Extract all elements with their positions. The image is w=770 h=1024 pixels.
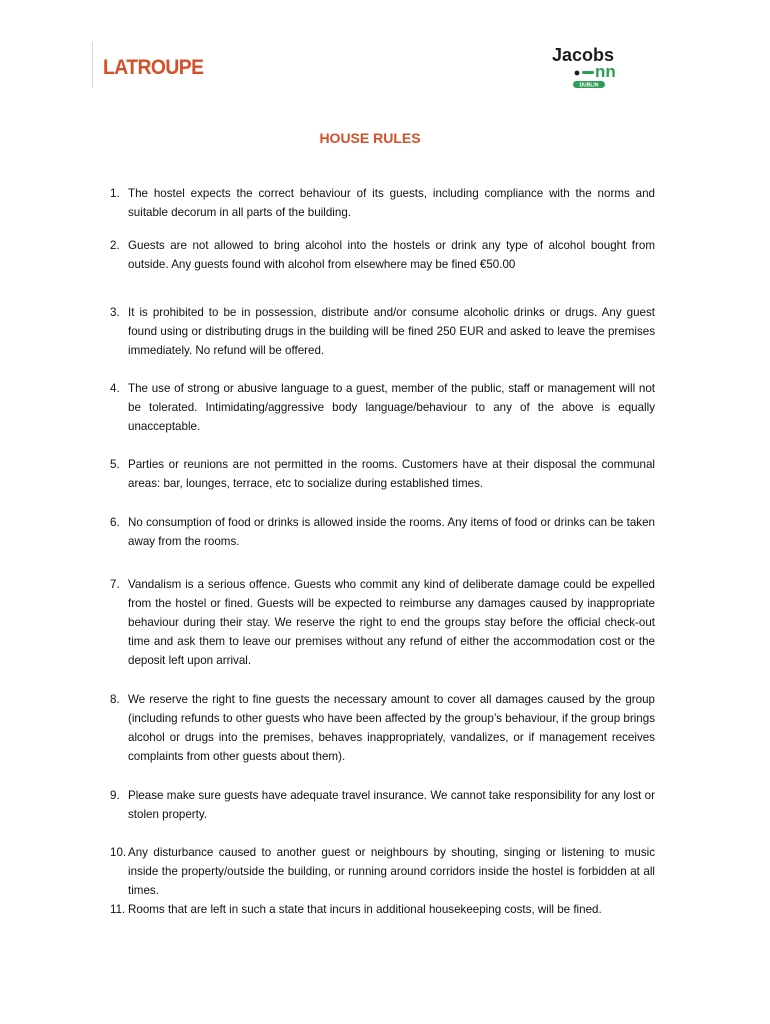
rule-number: 5. bbox=[110, 458, 120, 471]
svg-text:nn: nn bbox=[595, 62, 616, 81]
rule-text: Vandalism is a serious offence. Guests who commit any kind of deliberate damage could be expelled from the hostel or fined. Guests will be expected to reimburse any damages caused by inappropriate behaviour during their stay. We reserve the right to end the groups stay before the official check-out time and ask them to leave our premises without any refund of either the accommodation cost or the deposit left upon arrival. bbox=[128, 578, 655, 667]
rule-text: Guests are not allowed to bring alcohol into the hostels or drink any type of alcohol bought from outside. Any guests found with alcohol from elsewhere may be fined €50.00 bbox=[128, 239, 655, 271]
rule-text: Any disturbance caused to another guest or neighbours by shouting, singing or listening to music inside the property/outside the building, or running around corridors inside the hostel is forbidden at all times. bbox=[128, 846, 655, 897]
rule-item bbox=[110, 184, 655, 222]
rule-item bbox=[110, 455, 655, 493]
jacobs-inn-logo bbox=[548, 44, 634, 92]
rule-item bbox=[110, 379, 655, 436]
rule-text: Parties or reunions are not permitted in the rooms. Customers have at their disposal the communal areas: bar, lounges, terrace, etc to socialize during established times. bbox=[128, 458, 655, 490]
header-divider bbox=[92, 42, 93, 88]
rule-item bbox=[110, 843, 655, 900]
rule-text: No consumption of food or drinks is allowed inside the rooms. Any items of food or drinks can be taken away from the rooms. bbox=[128, 516, 655, 548]
rule-number: 10. bbox=[110, 846, 127, 859]
rule-text: We reserve the right to fine guests the necessary amount to cover all damages caused by the group (including refunds to other guests who have been affected by the group’s behaviour, if the group brings alcohol or drugs into the premises, behaves inappropriately, vandalizes, or if management receives complaints from other guests about them). bbox=[128, 693, 655, 763]
rule-number: 8. bbox=[110, 693, 120, 706]
rule-text: Rooms that are left in such a state that incurs in additional housekeeping costs, will be fined. bbox=[128, 903, 602, 916]
rule-item bbox=[110, 236, 655, 274]
svg-text:Jacobs: Jacobs bbox=[552, 45, 615, 65]
rule-text: It is prohibited to be in possession, distribute and/or consume alcoholic drinks or drugs. Any guest found using or distributing drugs in the building will be fined 250 EUR and asked to leave the premises immediately. No refund will be offered. bbox=[128, 306, 655, 357]
svg-text:DUBLIN: DUBLIN bbox=[579, 82, 599, 89]
rule-item bbox=[110, 690, 655, 766]
page-title: HOUSE RULES bbox=[319, 130, 421, 146]
rule-text: The hostel expects the correct behaviour of its guests, including compliance with the norms and suitable decorum in all parts of the building. bbox=[128, 187, 655, 219]
rule-item bbox=[110, 786, 655, 824]
rule-item bbox=[110, 900, 655, 919]
rule-item bbox=[110, 513, 655, 551]
rule-number: 3. bbox=[110, 306, 120, 319]
rule-text: Please make sure guests have adequate travel insurance. We cannot take responsibility for any lost or stolen property. bbox=[128, 789, 655, 821]
rule-number: 9. bbox=[110, 789, 120, 802]
rule-item bbox=[110, 575, 655, 670]
rule-number: 2. bbox=[110, 239, 120, 252]
rule-item bbox=[110, 303, 655, 360]
rule-text: The use of strong or abusive language to a guest, member of the public, staff or management will not be tolerated. Intimidating/aggressive body language/behaviour to any of the above is equally unacceptable. bbox=[128, 382, 655, 433]
rule-number: 7. bbox=[110, 578, 120, 591]
rule-number: 11. bbox=[110, 903, 126, 916]
rule-number: 4. bbox=[110, 382, 120, 395]
rule-number: 6. bbox=[110, 516, 120, 529]
latroupe-logo: LATROUPE bbox=[103, 56, 204, 79]
rule-number: 1. bbox=[110, 187, 120, 200]
